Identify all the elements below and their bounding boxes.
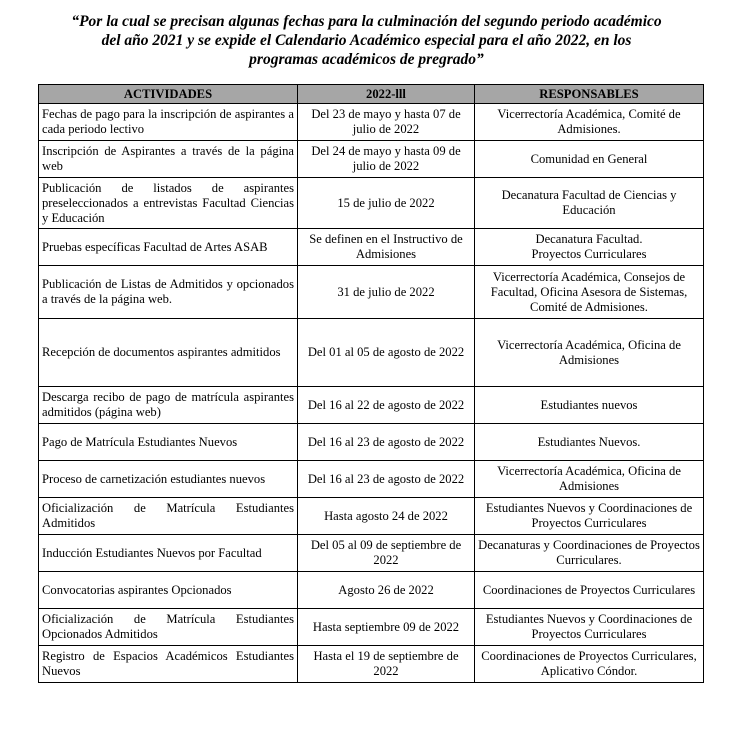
table-row (39, 498, 704, 535)
responsible-cell (475, 572, 704, 609)
title-line: del año 2021 y se expide el Calendario Académico especial para el año 2022, en los (101, 32, 632, 49)
activity-cell: Inscripción de Aspirantes a través de la página web (39, 141, 298, 178)
date-cell: Del 16 al 23 de agosto de 2022 (298, 461, 475, 498)
table-row (39, 141, 704, 178)
responsible-cell (475, 461, 704, 498)
activity-cell: Registro de Espacios Académicos Estudiantes Nuevos (39, 646, 298, 683)
responsible-line: Estudiantes Nuevos. (537, 434, 641, 449)
responsible-cell (475, 424, 704, 461)
responsible-line: Estudiantes Nuevos y Coordinaciones de Proyectos Curriculares (485, 612, 693, 641)
responsible-cell (475, 141, 704, 178)
activity-cell: Publicación de listados de aspirantes preseleccionados a entrevistas Facultad Ciencias y Educación (39, 178, 298, 229)
responsible-cell (475, 104, 704, 141)
table-row (39, 535, 704, 572)
activity-cell: Oficialización de Matrícula Estudiantes Opcionados Admitidos (39, 609, 298, 646)
responsible-line: Vicerrectoría Académica, Oficina de Admisiones (497, 337, 681, 367)
responsible-cell (475, 609, 704, 646)
date-cell: Del 16 al 23 de agosto de 2022 (298, 424, 475, 461)
table-row (39, 461, 704, 498)
header-period: 2022-lll (298, 85, 475, 104)
activity-cell: Proceso de carnetización estudiantes nuevos (39, 461, 298, 498)
activity-cell: Pago de Matrícula Estudiantes Nuevos (39, 424, 298, 461)
date-cell: Hasta agosto 24 de 2022 (298, 498, 475, 535)
responsible-cell (475, 229, 704, 266)
activity-cell: Inducción Estudiantes Nuevos por Facultad (39, 535, 298, 572)
responsible-line: Comunidad en General (530, 151, 648, 166)
table-row (39, 387, 704, 424)
table-row (39, 646, 704, 683)
academic-calendar-table (38, 84, 704, 683)
table-row (39, 229, 704, 266)
date-cell: Agosto 26 de 2022 (298, 572, 475, 609)
activity-cell: Recepción de documentos aspirantes admitidos (39, 319, 298, 387)
title-line: “Por la cual se precisan algunas fechas para la culminación del segundo periodo académico (71, 13, 662, 30)
responsible-line: Estudiantes Nuevos y Coordinaciones de Proyectos Curriculares (485, 501, 693, 530)
responsible-cell (475, 178, 704, 229)
date-cell: Del 24 de mayo y hasta 09 de julio de 2022 (298, 141, 475, 178)
responsible-line: Decanaturas y Coordinaciones de Proyectos Curriculares. (478, 538, 700, 567)
activity-cell: Fechas de pago para la inscripción de aspirantes a cada periodo lectivo (39, 104, 298, 141)
activity-cell: Descarga recibo de pago de matrícula aspirantes admitidos (página web) (39, 387, 298, 424)
activity-cell: Convocatorias aspirantes Opcionados (39, 572, 298, 609)
table-row (39, 572, 704, 609)
responsible-line: Estudiantes nuevos (540, 397, 638, 412)
title-line: programas académicos de pregrado” (249, 51, 484, 68)
date-cell: Del 01 al 05 de agosto de 2022 (298, 319, 475, 387)
table-row (39, 319, 704, 387)
activity-cell: Oficialización de Matrícula Estudiantes Admitidos (39, 498, 298, 535)
activity-cell: Publicación de Listas de Admitidos y opcionados a través de la página web. (39, 266, 298, 319)
responsible-cell (475, 387, 704, 424)
date-cell: Hasta septiembre 09 de 2022 (298, 609, 475, 646)
responsible-line: Vicerrectoría Académica, Consejos de Facultad, Oficina Asesora de Sistemas, Comité de Admisiones. (490, 269, 688, 314)
responsible-line: Vicerrectoría Académica, Comité de Admisiones. (497, 107, 681, 136)
date-cell: Hasta el 19 de septiembre de 2022 (298, 646, 475, 683)
table-row (39, 266, 704, 319)
responsible-line: Vicerrectoría Académica, Oficina de Admisiones (497, 464, 681, 493)
responsible-line: Coordinaciones de Proyectos Curriculares (482, 582, 696, 597)
date-cell: Del 23 de mayo y hasta 07 de julio de 2022 (298, 104, 475, 141)
responsible-cell (475, 535, 704, 572)
responsible-line: Decanatura Facultad. (535, 232, 643, 246)
responsible-cell (475, 646, 704, 683)
date-cell: Se definen en el Instructivo de Admisiones (298, 229, 475, 266)
header-activities: ACTIVIDADES (39, 85, 298, 104)
date-cell: 15 de julio de 2022 (298, 178, 475, 229)
responsible-line: Coordinaciones de Proyectos Curriculares, Aplicativo Cóndor. (481, 649, 697, 678)
responsible-line: Decanatura Facultad de Ciencias y Educación (501, 188, 677, 217)
table-row (39, 178, 704, 229)
responsible-cell (475, 319, 704, 387)
date-cell: Del 05 al 09 de septiembre de 2022 (298, 535, 475, 572)
header-responsible: RESPONSABLES (475, 85, 704, 104)
date-cell: Del 16 al 22 de agosto de 2022 (298, 387, 475, 424)
table-row (39, 424, 704, 461)
responsible-cell (475, 266, 704, 319)
activity-cell: Pruebas específicas Facultad de Artes ASAB (39, 229, 298, 266)
table-header-row (39, 85, 704, 104)
responsible-cell (475, 498, 704, 535)
table-row (39, 609, 704, 646)
responsible-line: Proyectos Curriculares (531, 247, 647, 261)
table-row (39, 104, 704, 141)
document-title (20, 12, 713, 69)
date-cell: 31 de julio de 2022 (298, 266, 475, 319)
